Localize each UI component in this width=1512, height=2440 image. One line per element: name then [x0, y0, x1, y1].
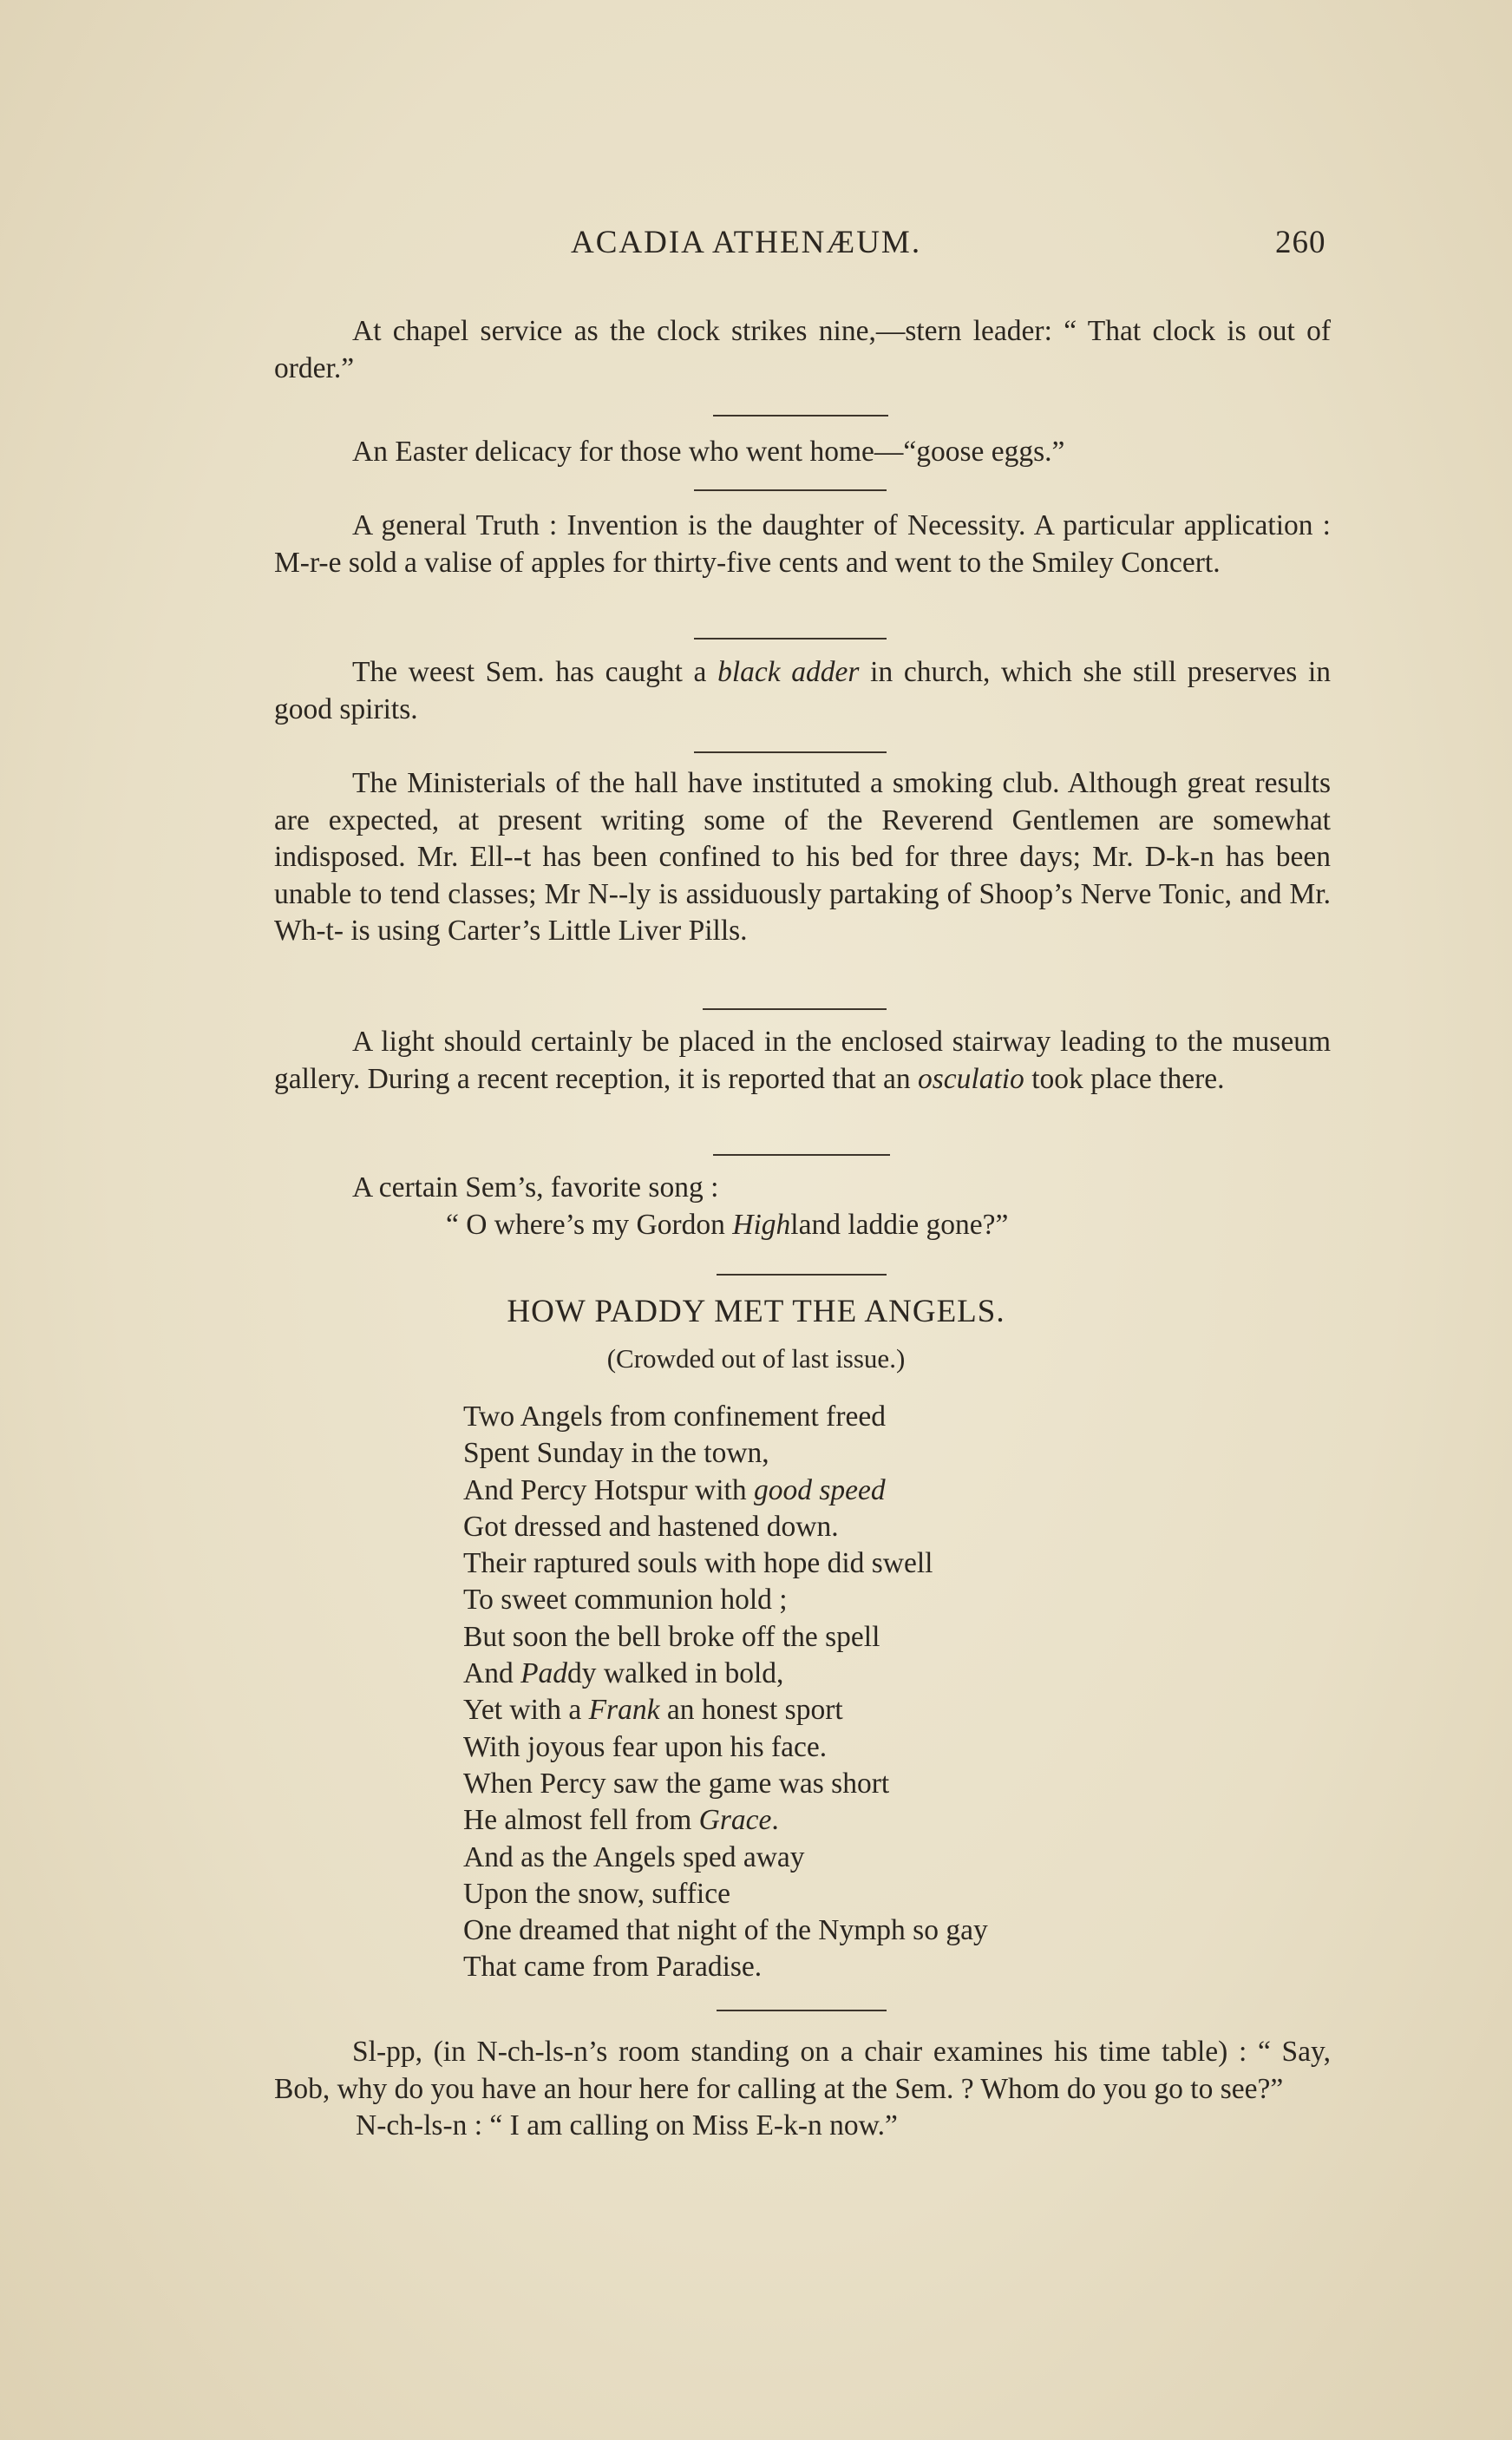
separator-rule [713, 1154, 890, 1156]
separator-rule [717, 1274, 887, 1276]
separator-rule [694, 489, 887, 491]
poem-line: One dreamed that night of the Nymph so gay [463, 1914, 988, 1947]
running-header-title: ACADIA ATHENÆUM. [571, 225, 922, 260]
poem-line: He almost fell from Grace. [463, 1804, 779, 1837]
poem-line: With joyous fear upon his face. [463, 1730, 828, 1763]
separator-rule [713, 415, 888, 417]
item-easter-text: An Easter delicacy for those who went home—“goose eggs.” [352, 436, 1065, 468]
poem-line: Upon the snow, suffice [463, 1877, 730, 1910]
poem-line: Their raptured souls with hope did swell [463, 1547, 933, 1580]
item-truth-text: A general Truth : Invention is the daughter of Necessity. A particular application : M-r-e sold a valise of apples for thirty-five cents and went to the Smiley Concert. [274, 509, 1331, 579]
poem-line: When Percy saw the game was short [463, 1767, 890, 1800]
separator-rule [694, 638, 887, 640]
item-easter [274, 434, 1331, 471]
poem-stanza [463, 1399, 988, 1986]
item-song-quote: “ O where’s my Gordon Highland laddie gone?” [446, 1209, 1009, 1241]
poem-line: To sweet communion hold ; [463, 1584, 788, 1617]
poem-line: Spent Sunday in the town, [463, 1437, 769, 1470]
item-closing-text: Sl-pp, (in N-ch-ls-n’s room standing on a chair examines his time table) : “ Say, Bob, why do you have an hour here for calling at the Sem. ? Whom do you go to see?” [274, 2036, 1331, 2105]
item-light-text: A light should certainly be placed in the enclosed stairway leading to the museum gallery. During a recent reception, it is reported that an osculatio took place there. [274, 1026, 1331, 1095]
poem-line: That came from Paradise. [463, 1951, 763, 1984]
item-ministerials-text: The Ministerials of the hall have instituted a smoking club. Although great results are expected, at present writing some of the Reverend Gentlemen are somewhat indisposed. Mr. Ell--t has been confined to his bed for three days; Mr. D-k-n has been unable to tend classes; Mr N--ly is assiduously partaking of Shoop’s Nerve Tonic, and Mr. Wh-t- is using Carter’s Little Liver Pills. [274, 767, 1331, 947]
separator-rule [703, 1008, 887, 1010]
item-truth [274, 508, 1331, 581]
item-adder [274, 654, 1331, 728]
item-song [274, 1170, 1331, 1207]
poem-line: Two Angels from confinement freed [463, 1400, 886, 1433]
poem-title: HOW PADDY MET THE ANGELS. [507, 1294, 1005, 1329]
separator-rule [694, 751, 887, 753]
poem-line: And Paddy walked in bold, [463, 1657, 784, 1690]
item-closing [274, 2034, 1331, 2145]
item-ministerials [274, 765, 1331, 950]
poem-line: And Percy Hotspur with good speed [463, 1473, 886, 1506]
page-number: 260 [1275, 225, 1326, 260]
item-light [274, 1024, 1331, 1098]
poem-subtitle: (Crowded out of last issue.) [606, 1343, 906, 1374]
item-song-intro: A certain Sem’s, favorite song : [352, 1171, 719, 1204]
poem-line: Yet with a Frank an honest sport [463, 1694, 843, 1727]
item-closing-reply: N-ch-ls-n : “ I am calling on Miss E-k-n now.” [356, 2109, 898, 2142]
item-adder-text: The weest Sem. has caught a black adder in church, which she still preserves in good spirits. [274, 656, 1332, 725]
poem-line: Got dressed and hastened down. [463, 1510, 839, 1543]
poem-line: And as the Angels sped away [463, 1840, 805, 1873]
item-chapel [274, 313, 1331, 387]
separator-rule [717, 2010, 887, 2011]
poem-line: But soon the bell broke off the spell [463, 1620, 880, 1653]
item-chapel-text: At chapel service as the clock strikes nine,—stern leader: “ That clock is out of order.” [274, 315, 1331, 384]
